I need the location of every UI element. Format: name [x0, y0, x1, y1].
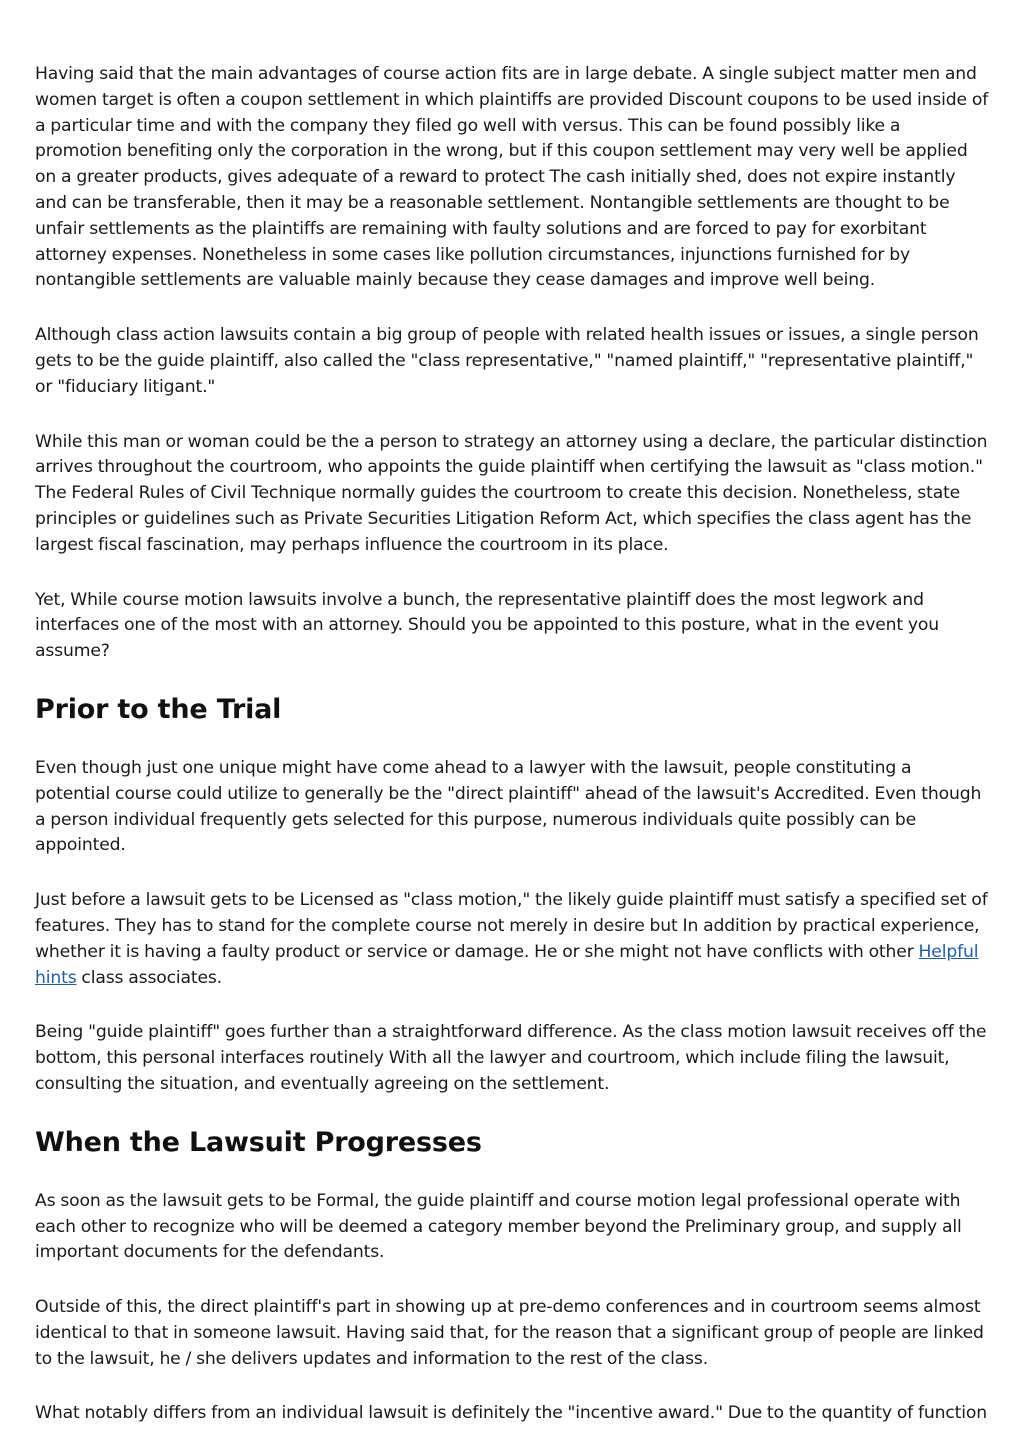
paragraph-direct-plaintiff: Even though just one unique might have come ahead to a lawyer with the lawsuit, people constituting a potential course could utilize to generally be the "direct plaintiff" ahead of the lawsuit's Accredited. Even though a person individual frequently gets selected for this purpose, numerous individuals quite possibly can be appointed.	[35, 757, 982, 856]
paragraph-court-appoints: While this man or woman could be the a person to strategy an attorney using a declare, the particular distinction arrives throughout the courtroom, who appoints the guide plaintiff when certifying the lawsuit as "class motion." The Federal Rules of Civil Technique normally guides the courtroom to create this decision. Nonetheless, state principles or guidelines such as Private Securities Litigation Reform Act, which specifies the class agent has the largest fiscal fascination, may perhaps influence the courtroom in its place.	[35, 431, 988, 555]
paragraph-coupon-settlement: Having said that the main advantages of course action fits are in large debate. A single subject matter men and women target is often a coupon settlement in which plaintiffs are provided Discount coupons to be used inside of a particular time and with the company they filed go well with versus. This can be found possibly like a promotion benefiting only the corporation in the wrong, but if this coupon settlement may very well be applied on a greater products, gives adequate of a reward to protect The cash initially shed, does not expire instantly and can be transferable, then it may be a reasonable settlement. Nontangible settlements are thought to be unfair settlements as the plaintiffs are remaining with faulty solutions and are forced to pay for exorbitant attorney expenses. Nonetheless in some cases like pollution circumstances, injunctions furnished for by nontangible settlements are valuable mainly because they cease damages and improve well being.	[35, 64, 989, 291]
paragraph-certification-requirements	[35, 888, 990, 991]
paragraph-pre-trial-conferences: Outside of this, the direct plaintiff's part in showing up at pre-demo conferences and in courtroom seems almost identical to that in someone lawsuit. Having said that, for the reason that a significant group of people are linked to the lawsuit, he / she delivers updates and information to the rest of the class.	[35, 1297, 984, 1369]
paragraph-text-before-link: Just before a lawsuit gets to be Licensed as "class motion," the likely guide plaintiff must satisfy a specified set of features. They has to stand for the complete course not merely in desire but In addition by practical experience, whether it is having a faulty product or service or damage. He or she might not have conflicts with other	[35, 890, 988, 962]
paragraph-formal-lawsuit: As soon as the lawsuit gets to be Formal, the guide plaintiff and course motion legal professional operate with each other to recognize who will be deemed a category member beyond the Preliminary group, and supply all important documents for the defendants.	[35, 1190, 962, 1263]
heading-lawsuit-progresses: When the Lawsuit Progresses	[35, 1126, 482, 1158]
article-body	[35, 62, 990, 1456]
helpful-hints-link[interactable]: Helpful hints	[35, 941, 979, 988]
paragraph-guide-plaintiff-role: Being "guide plaintiff" goes further than a straightforward difference. As the class motion lawsuit receives off the bottom, this personal interfaces routinely With all the lawyer and courtroom, which include filing the lawsuit, consulting the situation, and eventually agreeing on the settlement.	[35, 1022, 987, 1094]
paragraph-incentive-award: What notably differs from an individual lawsuit is definitely the "incentive award." Due to the quantity of function	[35, 1403, 988, 1424]
paragraph-representative-legwork: Yet, While course motion lawsuits involve a bunch, the representative plaintiff does the most legwork and interfaces one of the most with an attorney. Should you be appointed to this posture, what in the event you assume?	[35, 589, 940, 662]
heading-prior-to-trial: Prior to the Trial	[35, 693, 282, 725]
paragraph-lead-plaintiff-names: Although class action lawsuits contain a big group of people with related health issues or issues, a single person gets to be the guide plaintiff, also called the "class representative," "named plaintiff," "representative plaintiff," or "fiduciary litigant."	[35, 325, 979, 397]
paragraph-text-after-link: class associates.	[76, 967, 223, 988]
